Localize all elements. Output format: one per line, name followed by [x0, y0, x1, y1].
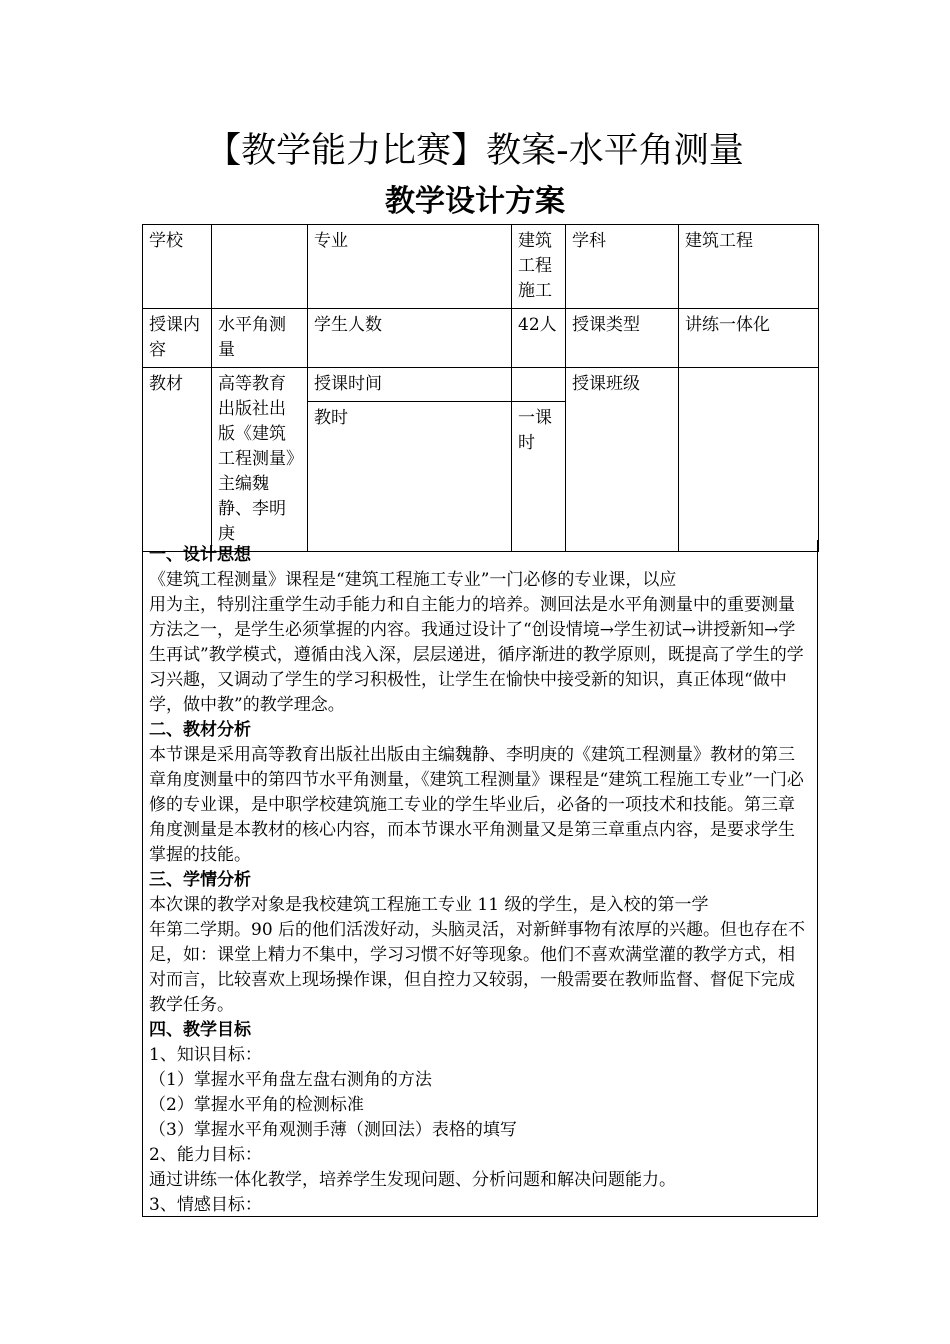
document-title: 【教学能力比赛】教案-水平角测量: [206, 131, 744, 171]
content-value: 水平角测量: [212, 309, 308, 368]
goal-item: （3）掌握水平角观测手薄（测回法）表格的填写: [149, 1120, 517, 1140]
content-label: 授课内容: [143, 309, 212, 368]
section-heading-students: 三、学情分析: [149, 870, 251, 890]
school-label: 学校: [143, 225, 212, 309]
type-label: 授课类型: [566, 309, 679, 368]
paragraph: 年第二学期。90 后的他们活泼好动，头脑灵活，对新鲜事物有浓厚的兴趣。但也存在不足，如：课堂上精力不集中，学习习惯不好等现象。他们不喜欢满堂灌的教学方式，相对而言，比较喜欢上现场操作课，但自控力又较弱，一般需要在教师监督、督促下完成教学任务。: [149, 920, 806, 1015]
time-label: 授课时间: [308, 368, 512, 402]
section-heading-goals: 四、教学目标: [149, 1020, 251, 1040]
school-value: [212, 225, 308, 309]
major-value: 建筑工程施工: [512, 225, 566, 309]
students-label: 学生人数: [308, 309, 512, 368]
goal-item: 通过讲练一体化教学，培养学生发现问题、分析问题和解决问题能力。: [149, 1170, 676, 1190]
time-value: [512, 368, 566, 402]
hours-label: 教时: [308, 402, 512, 552]
class-label: 授课班级: [566, 368, 679, 552]
goal-item: （1）掌握水平角盘左盘右测角的方法: [149, 1070, 432, 1090]
document-subtitle: 教学设计方案: [385, 184, 565, 219]
paragraph: 《建筑工程测量》课程是“建筑工程施工专业”一门必修的专业课，以应: [149, 570, 677, 590]
textbook-value: 高等教育出版社出版《建筑工程测量》主编魏静、李明庚: [212, 368, 308, 552]
type-value: 讲练一体化: [679, 309, 819, 368]
section-heading-design: 一、设计思想: [149, 545, 251, 565]
subject-label: 学科: [566, 225, 679, 309]
goal-emotion: 3、情感目标：: [149, 1195, 262, 1215]
goal-knowledge: 1、知识目标：: [149, 1045, 262, 1065]
info-table: [142, 224, 819, 552]
paragraph: 用为主，特别注重学生动手能力和自主能力的培养。测回法是水平角测量中的重要测量方法之一，是学生必须掌握的内容。我通过设计了“创设情境→学生初试→讲授新知→学生再试”教学模式，遵循由浅入深，层层递进，循序渐进的教学原则，既提高了学生的学习兴趣，又调动了学生的学习积极性，让学生在愉快中接受新的知识，真正体现“做中学，做中教”的教学理念。: [149, 595, 804, 715]
content-box: [142, 540, 818, 1217]
goal-item: （2）掌握水平角的检测标准: [149, 1095, 364, 1115]
subject-value: 建筑工程: [679, 225, 819, 309]
goal-ability: 2、能力目标：: [149, 1145, 262, 1165]
paragraph: 本次课的教学对象是我校建筑工程施工专业 11 级的学生，是入校的第一学: [149, 895, 709, 915]
textbook-label: 教材: [143, 368, 212, 552]
paragraph: 本节课是采用高等教育出版社出版由主编魏静、李明庚的《建筑工程测量》教材的第三章角度测量中的第四节水平角测量，《建筑工程测量》课程是“建筑工程施工专业”一门必修的专业课，是中职学校建筑施工专业的学生毕业后，必备的一项技术和技能。第三章角度测量是本教材的核心内容，而本节课水平角测量又是第三章重点内容，是要求学生掌握的技能。: [149, 745, 804, 865]
class-value: [679, 368, 819, 552]
hours-value: 一课时: [512, 402, 566, 552]
major-label: 专业: [308, 225, 512, 309]
students-value: 42人: [512, 309, 566, 368]
section-heading-textbook: 二、教材分析: [149, 720, 251, 740]
